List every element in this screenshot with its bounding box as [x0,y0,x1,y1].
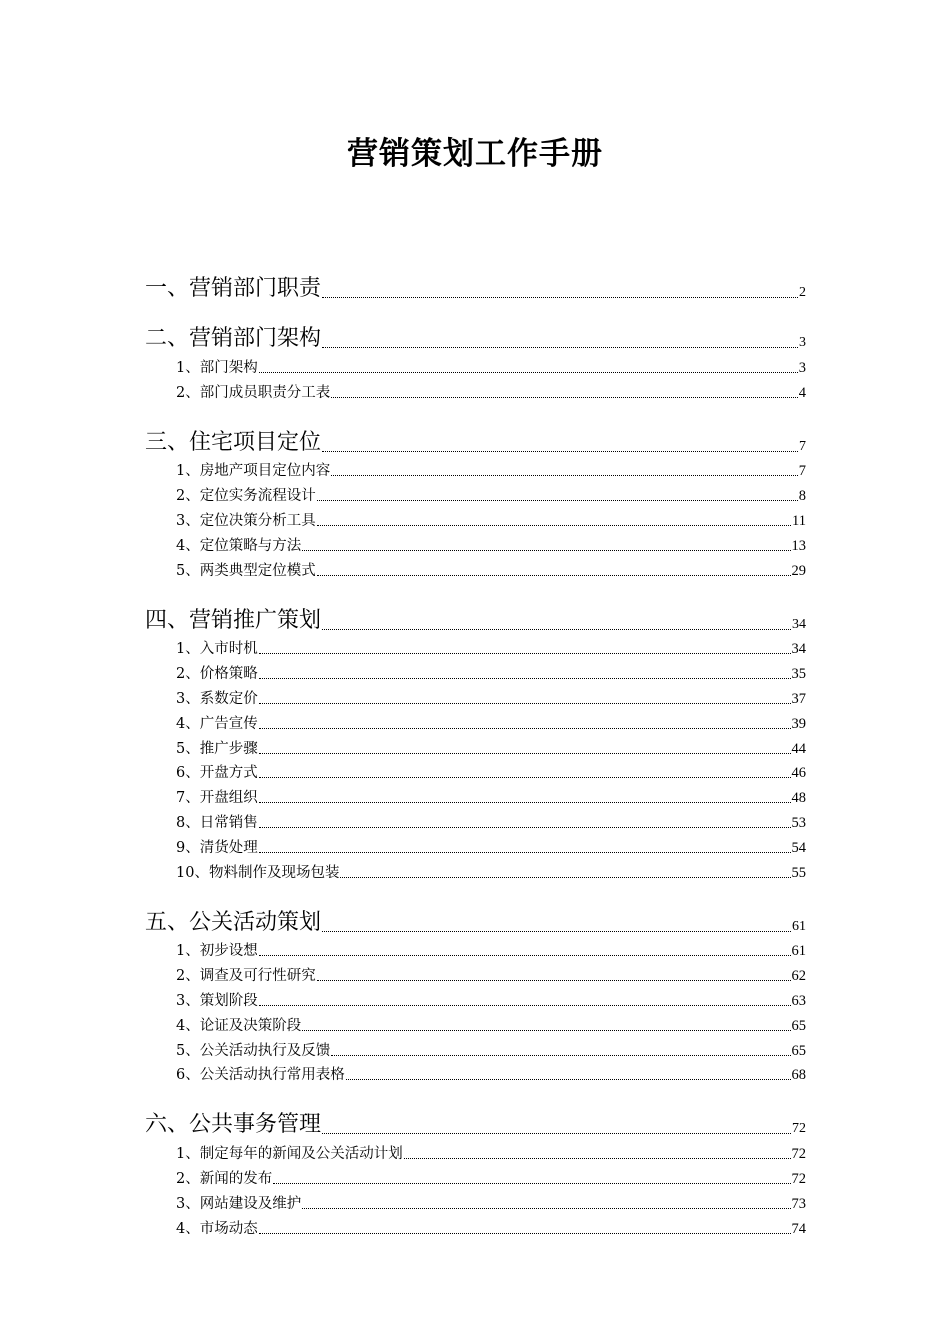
toc-page-number: 68 [791,1067,806,1084]
toc-entry-label: 2、调查及可行性研究 [176,968,316,985]
toc-heading-label: 三、住宅项目定位 [145,429,322,455]
dot-leader [259,1232,791,1234]
toc-entry-link[interactable] [145,708,806,733]
toc-sub-list [145,634,806,882]
document-title: 营销策划工作手册 [347,136,603,172]
toc-page-number: 3 [799,335,806,350]
toc-entry-label: 2、价格策略 [176,666,258,683]
toc-page-number: 2 [799,285,806,300]
dot-leader [317,979,791,981]
toc-heading-link[interactable] [145,252,806,302]
dot-leader [259,727,791,729]
toc-entry-label: 3、策划阶段 [176,992,258,1009]
dot-leader [331,396,798,398]
toc-entry-link[interactable] [145,1138,806,1163]
toc-heading-label: 五、公关活动策划 [145,909,322,935]
dot-leader [259,776,791,778]
toc-entry-label: 1、入市时机 [176,641,258,658]
toc-entry-link[interactable] [145,857,806,882]
toc-page-number: 37 [791,690,806,707]
toc-page-number: 72 [792,1121,806,1137]
toc-page-number: 46 [791,765,806,782]
dot-leader [259,702,791,704]
toc-page-number: 55 [791,864,806,881]
dot-leader [322,296,798,298]
dot-leader [331,1054,790,1056]
toc-entry-label: 4、论证及决策阶段 [176,1017,302,1034]
toc-heading-label: 二、营销部门架构 [145,326,322,351]
toc-page-number: 7 [798,463,806,480]
toc-page-number: 48 [791,790,806,807]
dot-leader [259,1004,791,1006]
dot-leader [340,876,790,878]
toc-page-number: 44 [791,740,806,757]
toc-page-number: 74 [791,1220,806,1237]
dot-leader [322,930,791,932]
dot-leader [404,1157,791,1159]
dot-leader [331,474,798,476]
dot-leader [346,1078,791,1080]
toc-page-number: 62 [791,968,806,985]
toc-entry-label: 4、市场动态 [176,1220,258,1237]
toc-entry-link[interactable] [145,352,806,377]
toc-entry-link[interactable] [145,530,806,555]
toc-entry-link[interactable] [145,480,806,505]
toc-page-number: 72 [791,1170,806,1187]
dot-leader [302,1207,790,1209]
toc-heading-label: 六、公共事务管理 [145,1112,322,1138]
toc-page-number: 3 [798,359,806,376]
toc-heading-label: 四、营销推广策划 [145,607,322,633]
toc-entry-label: 2、部门成员职责分工表 [176,384,331,401]
dot-leader [259,371,798,373]
toc-sub-list [145,456,806,580]
toc-sub-list [145,936,806,1085]
dot-leader [259,851,791,853]
toc-page-number: 29 [791,562,806,579]
toc-entry-label: 2、新闻的发布 [176,1170,273,1187]
dot-leader [317,524,791,526]
toc-entry-link[interactable] [145,936,806,961]
dot-leader [322,628,791,630]
toc-entry-link[interactable] [145,456,806,481]
toc-sub-list [145,352,806,402]
toc-page-number: 65 [791,1017,806,1034]
toc-entry-label: 6、公关活动执行常用表格 [176,1067,345,1084]
toc-entry-label: 1、初步设想 [176,943,258,960]
toc-page-number: 4 [798,384,806,401]
toc-sub-list [145,1138,806,1237]
toc-page-number: 73 [791,1195,806,1212]
toc-entry-link[interactable] [145,634,806,659]
table-of-contents [145,252,806,1242]
toc-entry-link[interactable] [145,555,806,580]
toc-entry-label: 1、房地产项目定位内容 [176,463,331,480]
toc-entry-link[interactable] [145,1163,806,1188]
toc-entry-link[interactable] [145,658,806,683]
toc-entry-label: 5、两类典型定位模式 [176,562,316,579]
toc-page-number: 65 [791,1042,806,1059]
toc-section [145,302,806,402]
toc-entry-link[interactable] [145,377,806,402]
dot-leader [322,1132,791,1134]
toc-page-number: 13 [791,537,806,554]
toc-page-number: 61 [791,943,806,960]
toc-entry-link[interactable] [145,1188,806,1213]
toc-heading-link[interactable] [145,584,806,634]
dot-leader [259,752,791,754]
dot-leader [259,954,791,956]
toc-entry-label: 1、制定每年的新闻及公关活动计划 [176,1146,403,1163]
toc-entry-link[interactable] [145,832,806,857]
toc-entry-link[interactable] [145,1035,806,1060]
toc-entry-label: 8、日常销售 [176,814,258,831]
toc-page-number: 11 [792,512,806,529]
toc-entry-label: 9、清货处理 [176,839,258,856]
toc-entry-label: 1、部门架构 [176,359,258,376]
dot-leader [273,1182,790,1184]
toc-section [145,252,806,302]
toc-section [145,406,806,580]
toc-entry-label: 10、物料制作及现场包装 [176,864,340,881]
toc-page-number: 72 [791,1146,806,1163]
toc-entry-label: 4、定位策略与方法 [176,537,302,554]
toc-page-number: 54 [791,839,806,856]
dot-leader [259,677,791,679]
toc-page-number: 53 [791,814,806,831]
toc-entry-label: 7、开盘组织 [176,790,258,807]
toc-heading-link[interactable] [145,406,806,456]
toc-page-number: 8 [798,488,806,505]
dot-leader [322,346,798,348]
toc-heading-label: 一、营销部门职责 [145,276,322,301]
toc-entry-link[interactable] [145,683,806,708]
toc-entry-label: 5、公关活动执行及反馈 [176,1042,331,1059]
toc-heading-link[interactable] [145,886,806,936]
toc-entry-link[interactable] [145,1213,806,1238]
toc-entry-label: 3、网站建设及维护 [176,1195,302,1212]
toc-heading-link[interactable] [145,302,806,352]
toc-entry-label: 3、定位决策分析工具 [176,512,316,529]
dot-leader [302,549,790,551]
toc-page-number: 63 [791,992,806,1009]
toc-entry-link[interactable] [145,505,806,530]
toc-page-number: 34 [791,641,806,658]
toc-entry-label: 6、开盘方式 [176,765,258,782]
toc-page-number: 7 [799,438,806,454]
toc-section [145,584,806,882]
toc-entry-label: 2、定位实务流程设计 [176,488,316,505]
toc-page-number: 61 [792,918,806,934]
toc-entry-link[interactable] [145,960,806,985]
toc-heading-link[interactable] [145,1088,806,1138]
toc-entry-link[interactable] [145,758,806,783]
dot-leader [259,826,791,828]
dot-leader [322,450,798,452]
dot-leader [302,1029,790,1031]
dot-leader [259,652,791,654]
toc-entry-link[interactable] [145,807,806,832]
toc-page-number: 34 [792,616,806,632]
toc-page-number: 39 [791,715,806,732]
dot-leader [317,499,798,501]
toc-entry-link[interactable] [145,782,806,807]
toc-entry-label: 3、系数定价 [176,690,258,707]
toc-entry-link[interactable] [145,733,806,758]
toc-entry-link[interactable] [145,1010,806,1035]
dot-leader [317,574,791,576]
dot-leader [259,801,791,803]
toc-section [145,1088,806,1237]
toc-entry-link[interactable] [145,985,806,1010]
toc-entry-label: 5、推广步骤 [176,740,258,757]
toc-page-number: 35 [791,666,806,683]
toc-entry-link[interactable] [145,1060,806,1085]
toc-section [145,886,806,1085]
toc-entry-label: 4、广告宣传 [176,715,258,732]
